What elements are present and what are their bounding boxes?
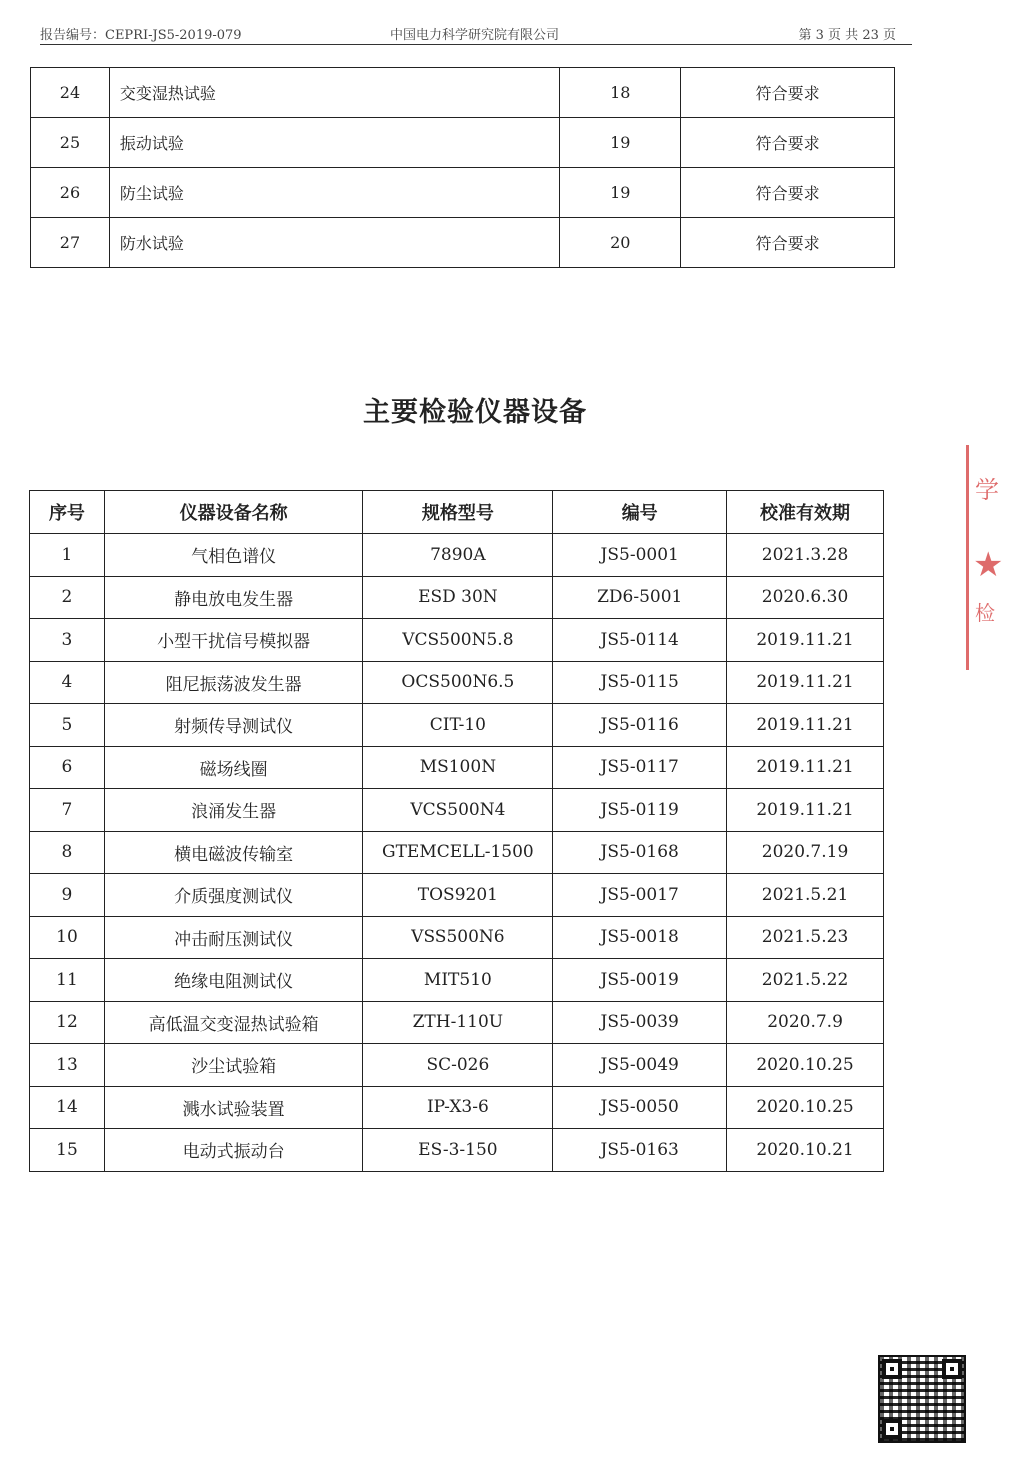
- equipment-no: 7: [30, 789, 105, 832]
- equipment-row: [30, 959, 884, 1002]
- equipment-model: ES-3-150: [363, 1129, 553, 1172]
- equipment-no: 5: [30, 704, 105, 747]
- result-page: 19: [560, 168, 681, 218]
- equipment-model: CIT-10: [363, 704, 553, 747]
- page-indicator: 第 3 页 共 23 页: [798, 28, 896, 43]
- equipment-row: [30, 534, 884, 577]
- equipment-code: JS5-0119: [553, 789, 727, 832]
- equipment-valid-date: 2020.6.30: [727, 576, 884, 619]
- equipment-row: [30, 1086, 884, 1129]
- result-page: 19: [560, 118, 681, 168]
- equipment-code: JS5-0049: [553, 1044, 727, 1087]
- equipment-no: 10: [30, 916, 105, 959]
- equipment-model: OCS500N6.5: [363, 661, 553, 704]
- equipment-valid-date: 2019.11.21: [727, 661, 884, 704]
- equipment-row: [30, 1001, 884, 1044]
- equipment-name: 浪涌发生器: [104, 789, 363, 832]
- equipment-row: [30, 916, 884, 959]
- equipment-no: 14: [30, 1086, 105, 1129]
- page-header: [40, 22, 912, 45]
- organization-name: 中国电力科学研究院有限公司: [390, 28, 560, 43]
- equipment-name: 静电放电发生器: [104, 576, 363, 619]
- equipment-row: [30, 661, 884, 704]
- equipment-name: 射频传导测试仪: [104, 704, 363, 747]
- header-code: 编号: [553, 491, 727, 534]
- equipment-code: JS5-0114: [553, 619, 727, 662]
- equipment-model: VCS500N4: [363, 789, 553, 832]
- equipment-name: 绝缘电阻测试仪: [104, 959, 363, 1002]
- equipment-row: [30, 619, 884, 662]
- equipment-name: 气相色谱仪: [104, 534, 363, 577]
- red-seal-stamp: [966, 445, 1009, 670]
- result-status: 符合要求: [681, 68, 895, 118]
- equipment-code: JS5-0001: [553, 534, 727, 577]
- equipment-no: 3: [30, 619, 105, 662]
- equipment-no: 8: [30, 831, 105, 874]
- equipment-no: 12: [30, 1001, 105, 1044]
- equipment-model: SC-026: [363, 1044, 553, 1087]
- equipment-code: JS5-0039: [553, 1001, 727, 1044]
- equipment-code: JS5-0168: [553, 831, 727, 874]
- equipment-row: [30, 1044, 884, 1087]
- equipment-name: 阻尼振荡波发生器: [104, 661, 363, 704]
- equipment-code: JS5-0019: [553, 959, 727, 1002]
- equipment-name: 小型干扰信号模拟器: [104, 619, 363, 662]
- equipment-valid-date: 2021.5.23: [727, 916, 884, 959]
- equipment-valid-date: 2021.5.22: [727, 959, 884, 1002]
- result-no: 25: [31, 118, 110, 168]
- equipment-name: 高低温交变湿热试验箱: [104, 1001, 363, 1044]
- equipment-code: ZD6-5001: [553, 576, 727, 619]
- header-valid: 校准有效期: [727, 491, 884, 534]
- equipment-no: 15: [30, 1129, 105, 1172]
- qr-finder-icon: [882, 1359, 902, 1379]
- equipment-valid-date: 2021.3.28: [727, 534, 884, 577]
- header-model: 规格型号: [363, 491, 553, 534]
- stamp-text-top: 学: [975, 476, 999, 504]
- equipment-valid-date: 2019.11.21: [727, 789, 884, 832]
- equipment-code: JS5-0018: [553, 916, 727, 959]
- equipment-model: TOS9201: [363, 874, 553, 917]
- equipment-model: VSS500N6: [363, 916, 553, 959]
- equipment-table: [29, 490, 884, 1172]
- equipment-row: [30, 874, 884, 917]
- equipment-model: ESD 30N: [363, 576, 553, 619]
- result-status: 符合要求: [681, 218, 895, 268]
- equipment-no: 11: [30, 959, 105, 1002]
- section-title: 主要检验仪器设备: [363, 397, 587, 428]
- header-no: 序号: [30, 491, 105, 534]
- equipment-name: 介质强度测试仪: [104, 874, 363, 917]
- equipment-valid-date: 2019.11.21: [727, 619, 884, 662]
- equipment-code: JS5-0050: [553, 1086, 727, 1129]
- equipment-no: 4: [30, 661, 105, 704]
- equipment-header-row: [30, 491, 884, 534]
- equipment-valid-date: 2021.5.21: [727, 874, 884, 917]
- equipment-name: 横电磁波传输室: [104, 831, 363, 874]
- equipment-model: MIT510: [363, 959, 553, 1002]
- equipment-no: 9: [30, 874, 105, 917]
- result-row: [31, 68, 895, 118]
- equipment-no: 2: [30, 576, 105, 619]
- result-item: 防尘试验: [109, 168, 559, 218]
- qr-finder-icon: [882, 1419, 902, 1439]
- equipment-valid-date: 2019.11.21: [727, 746, 884, 789]
- result-row: [31, 118, 895, 168]
- equipment-code: JS5-0116: [553, 704, 727, 747]
- equipment-row: [30, 789, 884, 832]
- qr-code: [878, 1355, 966, 1443]
- equipment-model: MS100N: [363, 746, 553, 789]
- equipment-row: [30, 746, 884, 789]
- equipment-model: IP-X3-6: [363, 1086, 553, 1129]
- equipment-model: VCS500N5.8: [363, 619, 553, 662]
- equipment-valid-date: 2020.10.25: [727, 1086, 884, 1129]
- result-no: 26: [31, 168, 110, 218]
- result-no: 27: [31, 218, 110, 268]
- equipment-no: 13: [30, 1044, 105, 1087]
- equipment-row: [30, 1129, 884, 1172]
- equipment-name: 磁场线圈: [104, 746, 363, 789]
- equipment-code: JS5-0115: [553, 661, 727, 704]
- equipment-code: JS5-0163: [553, 1129, 727, 1172]
- equipment-valid-date: 2019.11.21: [727, 704, 884, 747]
- equipment-valid-date: 2020.10.25: [727, 1044, 884, 1087]
- equipment-row: [30, 831, 884, 874]
- result-status: 符合要求: [681, 118, 895, 168]
- equipment-code: JS5-0117: [553, 746, 727, 789]
- equipment-name: 沙尘试验箱: [104, 1044, 363, 1087]
- result-page: 20: [560, 218, 681, 268]
- result-page: 18: [560, 68, 681, 118]
- equipment-valid-date: 2020.7.19: [727, 831, 884, 874]
- equipment-row: [30, 704, 884, 747]
- equipment-valid-date: 2020.10.21: [727, 1129, 884, 1172]
- result-status: 符合要求: [681, 168, 895, 218]
- qr-finder-icon: [942, 1359, 962, 1379]
- result-row: [31, 168, 895, 218]
- equipment-no: 1: [30, 534, 105, 577]
- result-item: 交变湿热试验: [109, 68, 559, 118]
- result-item: 防水试验: [109, 218, 559, 268]
- report-number: 报告编号：CEPRI-JS5-2019-079: [40, 28, 242, 43]
- equipment-name: 冲击耐压测试仪: [104, 916, 363, 959]
- equipment-row: [30, 576, 884, 619]
- test-results-table: [30, 67, 895, 268]
- star-icon: ★: [973, 545, 1004, 585]
- result-no: 24: [31, 68, 110, 118]
- result-row: [31, 218, 895, 268]
- equipment-model: 7890A: [363, 534, 553, 577]
- equipment-model: ZTH-110U: [363, 1001, 553, 1044]
- stamp-text-bottom: 检: [975, 601, 995, 625]
- equipment-valid-date: 2020.7.9: [727, 1001, 884, 1044]
- equipment-name: 电动式振动台: [104, 1129, 363, 1172]
- equipment-no: 6: [30, 746, 105, 789]
- result-item: 振动试验: [109, 118, 559, 168]
- equipment-code: JS5-0017: [553, 874, 727, 917]
- equipment-name: 溅水试验装置: [104, 1086, 363, 1129]
- header-name: 仪器设备名称: [104, 491, 363, 534]
- equipment-model: GTEMCELL-1500: [363, 831, 553, 874]
